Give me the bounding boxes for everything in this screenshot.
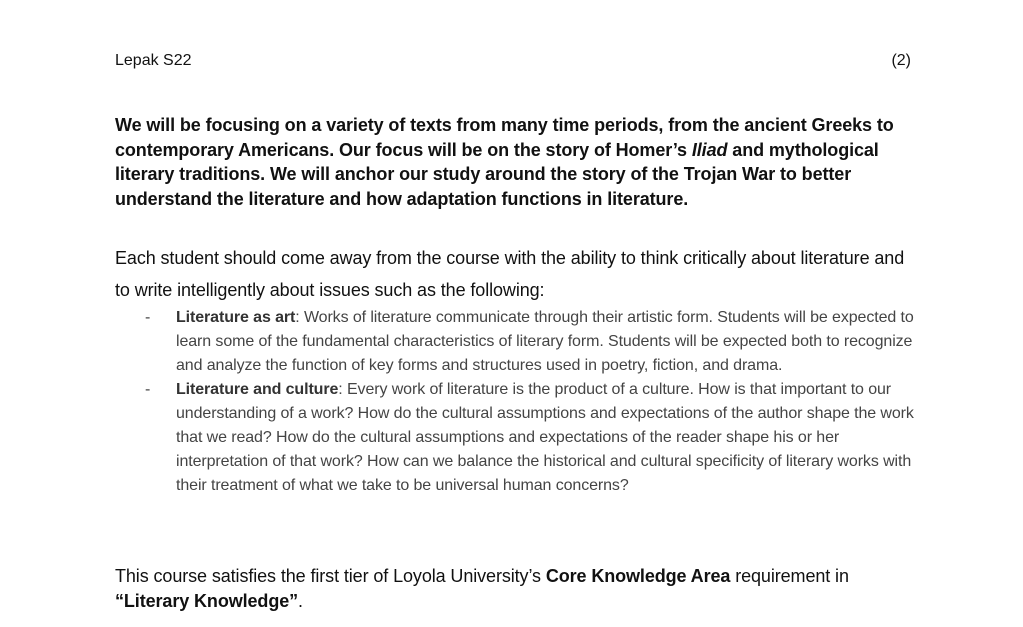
core-requirement-paragraph: [115, 564, 915, 614]
list-item: [115, 378, 920, 498]
objectives-list: [115, 306, 920, 498]
list-item-text: : Every work of literature is the product of a culture. How is that important to our understanding of a work? How do the cultural assumptions and expectations of the author shape the work that we read? How do the cultural assumptions and expectations of the reader shape his or her interpretation of that work? How can we balance the historical and cultural specificity of literary works with their treatment of what we take to be universal human concerns?: [176, 381, 914, 494]
closing-text-2: requirement in: [730, 566, 849, 586]
page-header-left: Lepak S22: [115, 52, 192, 69]
iliad-title: Iliad: [691, 139, 728, 160]
closing-text-1: This course satisfies the first tier of Loyola University’s: [115, 566, 546, 586]
course-focus-text-2: and mythological literary traditions. We will anchor our study around the story of the Trojan War to better understand the literature and how adaptation functions in literature.: [115, 139, 879, 209]
objectives-intro: Each student should come away from the course with the ability to think critically about literature and to write intelligently about issues such as the following:: [115, 248, 905, 300]
list-item-title: Literature as art: [176, 309, 296, 326]
list-item: [115, 306, 920, 378]
list-item-title: Literature and culture: [176, 381, 339, 398]
list-dash: -: [145, 309, 151, 326]
course-focus-paragraph: [115, 113, 915, 211]
list-dash: -: [145, 381, 151, 398]
list-item-text: : Works of literature communicate through their artistic form. Students will be expected to learn some of the fundamental characteristics of literary form. Students will be expected both to recognize and analyze the function of key forms and structures used in poetry, fiction, and drama.: [176, 309, 914, 374]
literary-knowledge: “Literary Knowledge”: [115, 591, 299, 611]
core-knowledge-area: Core Knowledge Area: [545, 566, 731, 586]
course-focus-text-1: We will be focusing on a variety of texts from many time periods, from the ancient Greeks to contemporary Americans. Our focus will be on the story of Homer’s: [115, 115, 894, 160]
closing-text-3: .: [298, 591, 303, 611]
page-number: (2): [891, 52, 911, 69]
